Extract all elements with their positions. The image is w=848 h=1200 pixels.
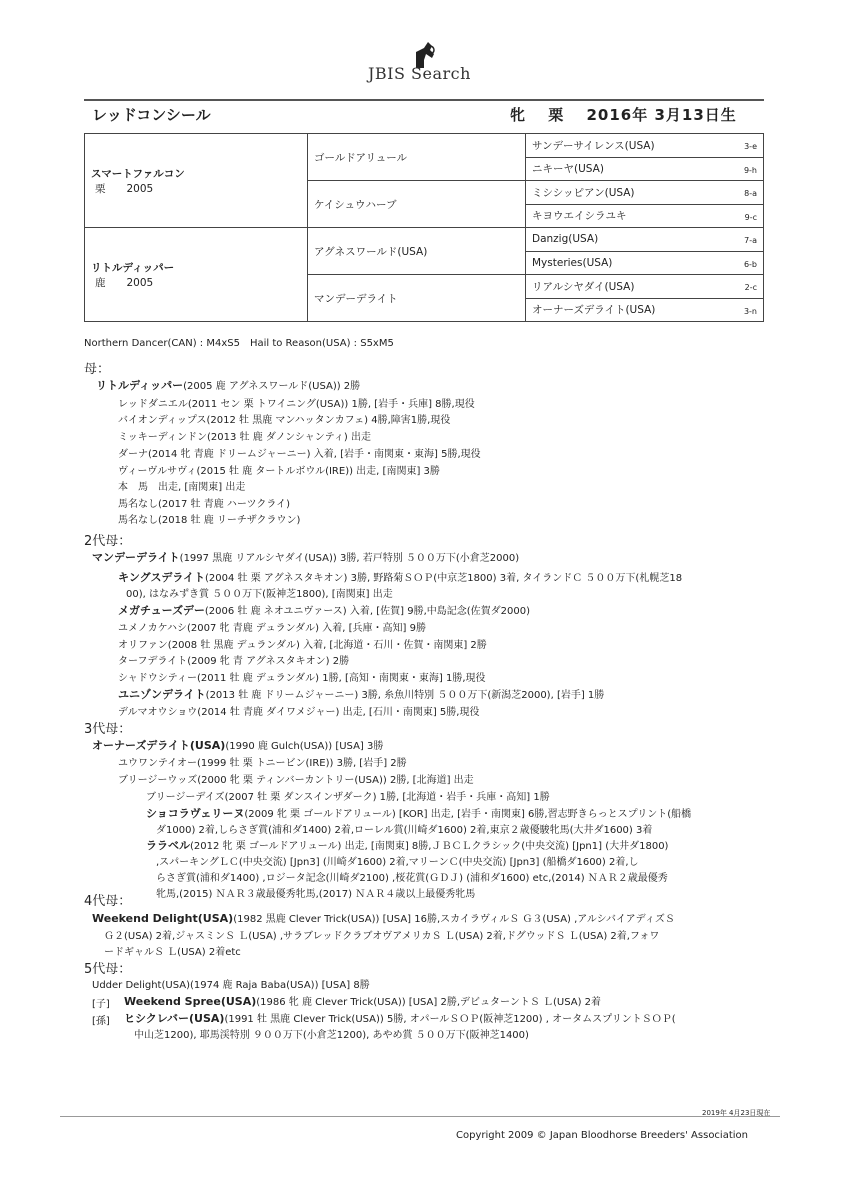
- progeny-line: [156, 885, 475, 900]
- g3-name: ミシシッピアン(USA): [532, 186, 635, 199]
- progeny-name[interactable]: ヒシクレバー(USA): [124, 1012, 225, 1025]
- section-second-dam: 2代母：: [84, 534, 132, 549]
- sire-info: 栗 2005: [95, 182, 154, 195]
- g3-name: リアルシヤダイ(USA): [532, 280, 635, 293]
- pedigree-dam[interactable]: [85, 228, 308, 322]
- section-dam: 母：: [84, 362, 111, 377]
- g3-name: サンデーサイレンス(USA): [532, 139, 655, 152]
- progeny-detail: ユウワンテイオー(1999 牡 栗 トニービン(IRE)) 3勝, [岩手] 2勝: [118, 758, 407, 769]
- progeny-detail: (1990 鹿 Gulch(USA)) [USA] 3勝: [225, 741, 384, 752]
- family-code: 9-c: [744, 212, 757, 222]
- progeny-line: [146, 805, 691, 821]
- progeny-detail: ヴィーヴルサヴィ(2015 牡 鹿 タートルボウル(IRE)) 出走, [南関東] 3勝: [118, 466, 440, 477]
- g3-name: キヨウエイシラユキ: [532, 210, 627, 223]
- progeny-detail: (2005 鹿 アグネスワールド(USA)) 2勝: [183, 381, 361, 392]
- progeny-detail: 馬名なし(2017 牡 青鹿 ハーツクライ): [118, 499, 290, 510]
- pedigree-g3-8[interactable]: [526, 298, 764, 322]
- progeny-line: [118, 686, 604, 702]
- progeny-detail: Udder Delight(USA)(1974 鹿 Raja Baba(USA)) [USA] 8勝: [92, 980, 370, 991]
- progeny-name[interactable]: リトルディッパー: [96, 379, 184, 392]
- g3-name: オーナーズデライト(USA): [532, 304, 656, 317]
- footer-divider: [60, 1116, 780, 1117]
- g3-name: ニキーヤ(USA): [532, 163, 604, 176]
- progeny-line: [118, 669, 486, 684]
- progeny-line: [126, 585, 393, 600]
- progeny-detail: ダ1000) 2着,しらさぎ賞(浦和ダ1400) 2着,ローレル賞(川崎ダ1600) 2着,東京２歳優駿牝馬(大井ダ1600) 3着: [156, 825, 653, 836]
- progeny-detail: デルマオウショウ(2014 牡 青鹿 ダイワメジャー) 出走, [石川・南関東] 5勝,現役: [118, 707, 480, 718]
- progeny-detail: 中山芝1200), 耶馬渓特別 ９００万下(小倉芝1200), あやめ賞 ５００万下(阪神芝1400): [134, 1030, 529, 1041]
- progeny-detail: Ｇ２(USA) 2着,ジャスミンＳ Ｌ(USA) ,サラブレッドクラブオヴアメリカＳ Ｌ(USA) 2着,ドグウッドＳ Ｌ(USA) 2着,フォワ: [104, 931, 660, 942]
- progeny-detail: (2013 牡 鹿 ドリームジャーニー) 3勝, 糸魚川特別 ５００万下(新潟芝2000), [岩手] 1勝: [205, 690, 605, 701]
- progeny-line: [118, 754, 407, 769]
- progeny-detail: 牝馬,(2015) ＮＡＲ３歳最優秀牝馬,(2017) ＮＡＲ４歳以上最優秀牝馬: [156, 889, 476, 900]
- family-code: 8-a: [744, 189, 757, 198]
- progeny-detail: (1991 牡 黒鹿 Clever Trick(USA)) 5勝, オパールＳＯＰ(阪神芝1200) , オータムスプリントＳＯＰ(: [224, 1014, 676, 1025]
- progeny-name[interactable]: ショコラヴェリーヌ: [146, 807, 245, 820]
- progeny-line: [118, 395, 475, 410]
- progeny-name[interactable]: マンデーデライト: [92, 551, 180, 564]
- progeny-name[interactable]: キングスデライト: [118, 571, 206, 584]
- inbreeding-info: Northern Dancer(CAN) : M4xS5 Hail to Reason(USA) : S5xM5: [84, 338, 394, 349]
- sire-name: スマートファルコン: [91, 167, 185, 180]
- progeny-line: [118, 569, 682, 585]
- progeny-line: [156, 853, 639, 868]
- horse-birth-info: [510, 104, 753, 125]
- progeny-line: [118, 636, 487, 651]
- family-code: 9-h: [743, 165, 757, 175]
- progeny-name[interactable]: ユニゾンデライト: [118, 688, 206, 701]
- progeny-name[interactable]: ララベル: [146, 839, 190, 852]
- dam-info: 鹿 2005: [95, 276, 154, 289]
- progeny-line: [92, 737, 383, 753]
- progeny-detail: シャドウシティー(2011 牡 鹿 デュランダル) 1勝, [高知・南関東・東海] 1勝,現役: [118, 673, 486, 684]
- progeny-line: [118, 411, 450, 426]
- section-third-dam: 3代母：: [84, 722, 132, 737]
- pedigree-dam-sire[interactable]: アグネスワールド(USA): [308, 228, 526, 275]
- section-fifth-dam: 5代母：: [84, 962, 132, 977]
- progeny-line: [92, 910, 675, 925]
- pedigree-table: [84, 133, 764, 322]
- horse-sex: 牝: [510, 106, 527, 124]
- progeny-line: [118, 495, 290, 510]
- family-code: 3-n: [743, 306, 757, 316]
- progeny-line: [124, 1010, 676, 1026]
- progeny-line: [156, 821, 652, 836]
- progeny-line: [96, 377, 360, 393]
- header-divider: [84, 99, 764, 101]
- progeny-line: [92, 549, 519, 565]
- progeny-detail: ,スパーキングＬＣ(中央交流) [Jpn3] (川崎ダ1600) 2着,マリーンＣ(中央交流) [Jpn3] (船橋ダ1600) 2着,し: [156, 857, 639, 868]
- pedigree-sire[interactable]: [85, 134, 308, 228]
- progeny-line: [104, 927, 659, 942]
- progeny-detail: (1982 黒鹿 Clever Trick(USA)) [USA] 16勝,スカイラヴィルＳ Ｇ３(USA) ,アルシバイアディズＳ: [233, 914, 675, 925]
- progeny-line: [118, 703, 479, 718]
- progeny-line: [118, 771, 474, 786]
- progeny-name[interactable]: Weekend Delight(USA): [92, 912, 234, 925]
- progeny-line: [118, 478, 245, 493]
- jbis-logo: [368, 38, 488, 86]
- progeny-detail: ミッキーディンドン(2013 牡 鹿 ダノンシャンティ) 出走: [118, 432, 372, 443]
- progeny-detail: バイオンディップス(2012 牡 黒鹿 マンハッタンカフェ) 4勝,障害1勝,現役: [118, 415, 451, 426]
- progeny-line: [146, 837, 668, 853]
- progeny-detail: (1986 牝 鹿 Clever Trick(USA)) [USA] 2勝,デビュターントＳ Ｌ(USA) 2着: [256, 997, 602, 1008]
- family-code: 3-e: [744, 142, 757, 151]
- grandchild-tag: [孫]: [92, 1016, 110, 1027]
- g3-name: Mysteries(USA): [532, 256, 613, 269]
- progeny-detail: 馬名なし(2018 牡 鹿 リーチザクラウン): [118, 515, 301, 526]
- child-tag: [子]: [92, 999, 110, 1010]
- progeny-line: [134, 1026, 529, 1041]
- horse-name: レッドコンシール: [92, 106, 211, 124]
- progeny-line: [118, 602, 530, 618]
- pedigree-g3-5[interactable]: [526, 228, 764, 252]
- progeny-detail: ブリージーウッズ(2000 牝 栗 ティンバーカントリー(USA)) 2勝, [北海道] 出走: [118, 775, 474, 786]
- family-code: 6-b: [743, 259, 757, 269]
- progeny-line: [92, 976, 370, 991]
- progeny-detail: オリファン(2008 牡 黒鹿 デュランダル) 入着, [北海道・石川・佐賀・南関東] 2勝: [118, 640, 487, 651]
- progeny-detail: ブリージーデイズ(2007 牡 栗 ダンスインザダーク) 1勝, [北海道・岩手・兵庫・高知] 1勝: [146, 792, 550, 803]
- progeny-line: [124, 993, 601, 1008]
- progeny-line: [118, 462, 440, 477]
- horse-color: 栗: [548, 106, 565, 124]
- family-code: 7-a: [744, 236, 757, 245]
- progeny-line: [118, 511, 300, 526]
- progeny-line: [104, 943, 241, 958]
- horse-birth-date: 2016年 3月13日生: [586, 106, 737, 124]
- pedigree-g3-3[interactable]: [526, 181, 764, 205]
- g3-name: Danzig(USA): [532, 233, 599, 246]
- pedigree-g3-4[interactable]: [526, 204, 764, 228]
- progeny-detail: (2004 牡 栗 アグネスタキオン) 3勝, 野路菊ＳＯＰ(中京芝1800) 3着, タイランドＣ ５００万下(札幌芝18: [205, 573, 683, 584]
- logo-text: JBIS Search: [368, 64, 471, 83]
- pedigree-g3-6[interactable]: [526, 251, 764, 275]
- progeny-detail: 本 馬 出走, [南関東] 出走: [118, 482, 246, 493]
- pedigree-g3-7[interactable]: [526, 275, 764, 299]
- progeny-detail: (2012 牝 栗 ゴールドアリュール) 出走, [南関東] 8勝,ＪＢＣＬクラシック(中央交流) [Jpn1] (大井ダ1800): [190, 841, 669, 852]
- progeny-detail: ターフデライト(2009 牝 青 アグネスタキオン) 2勝: [118, 656, 350, 667]
- progeny-detail: レッドダニエル(2011 セン 栗 トワイニング(USA)) 1勝, [岩手・兵庫] 8勝,現役: [118, 399, 475, 410]
- progeny-detail: (2006 牡 鹿 ネオユニヴァース) 入着, [佐賀] 9勝,中島記念(佐賀ダ2000): [204, 606, 531, 617]
- pedigree-dam-dam[interactable]: マンデーデライト: [308, 275, 526, 322]
- progeny-name[interactable]: Weekend Spree(USA): [124, 995, 257, 1008]
- family-code: 2-c: [744, 283, 757, 292]
- progeny-line: [118, 652, 349, 667]
- progeny-name[interactable]: オーナーズデライト(USA): [92, 739, 226, 752]
- pedigree-sire-sire[interactable]: ゴールドアリュール: [308, 134, 526, 181]
- pedigree-sire-dam[interactable]: ケイシュウハーブ: [308, 181, 526, 228]
- progeny-detail: ダーナ(2014 牝 青鹿 ドリームジャーニー) 入着, [岩手・南関東・東海] 5勝,現役: [118, 449, 481, 460]
- dam-name: リトルディッパー: [91, 261, 175, 274]
- progeny-detail: ードギャルＳ Ｌ(USA) 2着etc: [104, 947, 241, 958]
- progeny-detail: (2009 牝 栗 ゴールドアリュール) [KOR] 出走, [岩手・南関東] 6勝,習志野きらっとスプリント(船橋: [244, 809, 692, 820]
- progeny-line: [118, 428, 371, 443]
- as-of-date: 2019年 4月23日現在: [702, 1109, 771, 1117]
- progeny-line: [118, 619, 426, 634]
- progeny-line: [156, 869, 668, 884]
- progeny-line: [146, 788, 550, 803]
- pedigree-g3-2[interactable]: [526, 157, 764, 181]
- progeny-detail: らさぎ賞(浦和ダ1400) ,ロジータ記念(川崎ダ2100) ,桜花賞(ＧＤＪ) (浦和ダ1600) etc,(2014) ＮＡＲ２歳最優秀: [156, 873, 668, 884]
- copyright: Copyright 2009 © Japan Bloodhorse Breeders' Association: [456, 1130, 748, 1141]
- pedigree-g3-1[interactable]: [526, 134, 764, 158]
- progeny-line: [118, 445, 481, 460]
- progeny-detail: 00), はなみずき賞 ５００万下(阪神芝1800), [南関東] 出走: [126, 589, 393, 600]
- progeny-detail: ユメノカケハシ(2007 牝 青鹿 デュランダル) 入着, [兵庫・高知] 9勝: [118, 623, 426, 634]
- progeny-detail: (1997 黒鹿 リアルシヤダイ(USA)) 3勝, 若戸特別 ５００万下(小倉芝2000): [179, 553, 520, 564]
- progeny-name[interactable]: メガチューズデー: [118, 604, 205, 617]
- section-fourth-dam: 4代母：: [84, 894, 132, 909]
